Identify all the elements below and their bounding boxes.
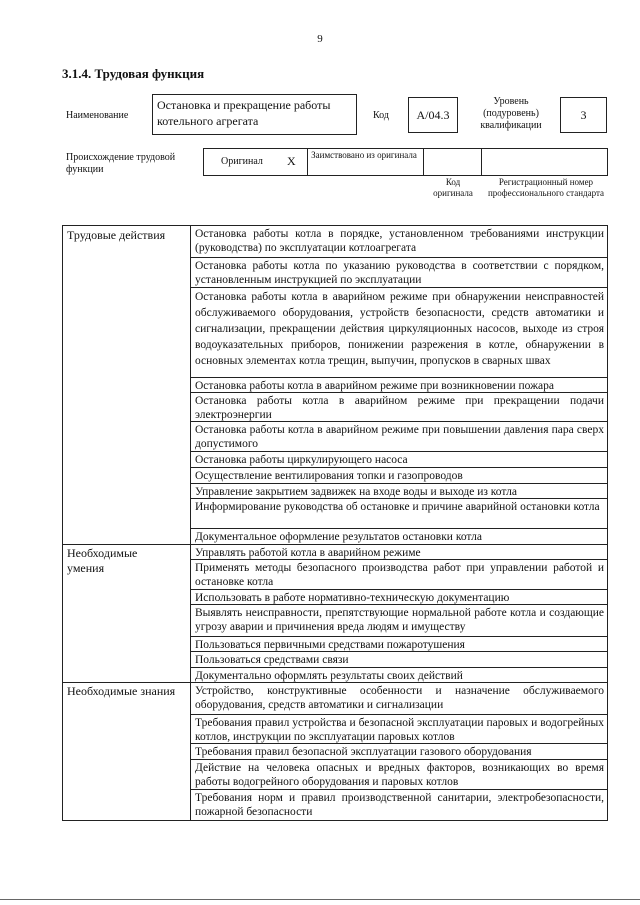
action-item: Остановка работы котла в аварийном режиме при повышении давления пара сверх допустимого bbox=[195, 424, 604, 450]
original-label: Оригинал bbox=[221, 156, 263, 167]
knowledge-item: Требования норм и правил производственной санитарии, электробезопасности, пожарной безопасности bbox=[195, 792, 604, 818]
skill-item: Документально оформлять результаты своих действий bbox=[195, 670, 463, 682]
knowledge-item: Требования правил устройства и безопасной эксплуатации паровых и водогрейных котлов, инструкции по эксплуатации паровых котлов bbox=[195, 717, 604, 743]
knowledge-item: Требования правил безопасной эксплуатации газового оборудования bbox=[195, 746, 532, 758]
original-mark: X bbox=[287, 154, 296, 168]
code-label: Код bbox=[373, 110, 389, 121]
section-title: 3.1.4. Трудовая функция bbox=[62, 66, 205, 81]
borrowed-label: Заимствовано из оригинала bbox=[311, 150, 417, 160]
action-item: Остановка работы котла в аварийном режиме при обнаружении неисправностей обслуживаемого оборудования, устройств безопасности, средств автоматики и сигнализации, прекращении действия циркуляционных насосов, выходе из строя водоуказательных приборов, понижении разрежения в котле, обнаружении в основных элементах котла трещин, выпучин, пропусков в сварных швах bbox=[195, 291, 604, 367]
action-item: Остановка работы котла по указанию руководства в соответствии с порядком, установленным инструкцией по эксплуатации bbox=[195, 260, 604, 286]
origin-table bbox=[203, 148, 608, 176]
reg-number-caption: Регистрационный номер профессионального стандарта bbox=[487, 177, 605, 198]
origin-label: Происхождение трудовой функции bbox=[66, 152, 176, 175]
action-item: Остановка работы котла в аварийном режиме при прекращении подачи электроэнергии bbox=[195, 395, 604, 421]
page-number: 9 bbox=[317, 33, 323, 45]
action-item: Информирование руководства об остановке и причине аварийной остановки котла bbox=[195, 501, 600, 513]
skill-item: Пользоваться первичными средствами пожаротушения bbox=[195, 639, 465, 651]
action-item: Документальное оформление результатов остановки котла bbox=[195, 531, 483, 543]
level-label: Уровень (подуровень) квалификации bbox=[480, 96, 542, 131]
knowledge-item: Устройство, конструктивные особенности и назначение обслуживаемого оборудования, средств автоматики и сигнализации bbox=[195, 685, 604, 711]
level-value: 3 bbox=[560, 97, 607, 133]
section-label-knowledge: Необходимые знания bbox=[67, 684, 176, 698]
action-item: Остановка работы циркулирующего насоса bbox=[195, 454, 408, 466]
action-item: Остановка работы котла в аварийном режиме при возникновении пожара bbox=[195, 380, 554, 392]
action-item: Остановка работы котла в порядке, установленном требованиями инструкции (руководства) по эксплуатации котлоагрегата bbox=[195, 228, 604, 254]
code-original-caption: Код оригинала bbox=[433, 177, 473, 198]
skill-item: Применять методы безопасного производства работ при управлении работой и остановке котла bbox=[195, 562, 604, 588]
name-label: Наименование bbox=[66, 110, 129, 121]
skill-item: Выявлять неисправности, препятствующие нормальной работе котла и создающие угрозу аварии и причинения вреда людям и имуществу bbox=[195, 607, 604, 633]
action-item: Осуществление вентилирования топки и газопроводов bbox=[195, 470, 463, 482]
section-label-actions: Трудовые действия bbox=[67, 228, 166, 242]
action-item: Управление закрытием задвижек на входе воды и выходе из котла bbox=[195, 486, 517, 498]
scan-edge-line bbox=[0, 899, 640, 900]
knowledge-item: Действие на человека опасных и вредных факторов, возникающих во время работы водогрейного оборудования и паровых котлов bbox=[195, 762, 604, 788]
name-value: Остановка и прекращение работы котельного агрегата bbox=[152, 94, 357, 135]
skill-item: Управлять работой котла в аварийном режиме bbox=[195, 547, 421, 559]
section-label-skills: Необходимые умения bbox=[67, 546, 138, 575]
skill-item: Использовать в работе нормативно-техническую документацию bbox=[195, 592, 510, 604]
code-value: А/04.3 bbox=[408, 97, 458, 133]
skill-item: Пользоваться средствами связи bbox=[195, 654, 349, 666]
